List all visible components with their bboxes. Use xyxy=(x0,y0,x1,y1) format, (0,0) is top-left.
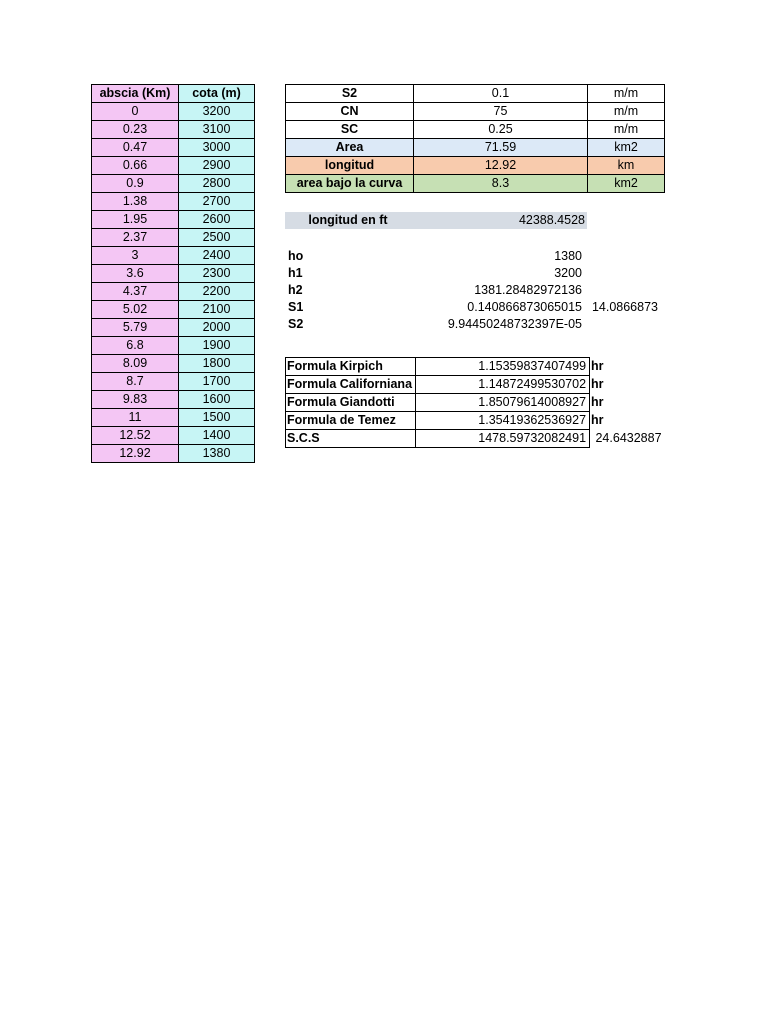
abscisa-header[interactable]: abscia (Km) xyxy=(92,85,179,103)
cota-cell[interactable]: 3200 xyxy=(179,103,255,121)
cota-cell[interactable]: 3100 xyxy=(179,121,255,139)
cota-cell[interactable]: 2400 xyxy=(179,247,255,265)
param-name[interactable]: area bajo la curva xyxy=(286,175,414,193)
height-row xyxy=(285,265,661,282)
param-unit[interactable]: m/m xyxy=(588,85,665,103)
formula-row xyxy=(286,394,665,412)
param-value[interactable]: 71.59 xyxy=(414,139,588,157)
formula-row xyxy=(286,412,665,430)
cota-cell[interactable]: 2200 xyxy=(179,283,255,301)
profile-table xyxy=(91,84,255,463)
cota-cell[interactable]: 1600 xyxy=(179,391,255,409)
cota-cell[interactable]: 1500 xyxy=(179,409,255,427)
formula-name[interactable]: Formula de Temez xyxy=(286,412,416,430)
table-row xyxy=(92,337,255,355)
height-value[interactable]: 9.94450248732397E-05 xyxy=(447,317,582,331)
table-row xyxy=(92,319,255,337)
abscisa-cell[interactable]: 8.09 xyxy=(92,355,179,373)
formula-name[interactable]: Formula Kirpich xyxy=(286,358,416,376)
param-row-area-curva xyxy=(286,175,665,193)
table-row xyxy=(92,121,255,139)
abscisa-cell[interactable]: 0.47 xyxy=(92,139,179,157)
cota-cell[interactable]: 2900 xyxy=(179,157,255,175)
table-row xyxy=(92,265,255,283)
cota-cell[interactable]: 2700 xyxy=(179,193,255,211)
param-row-sc xyxy=(286,121,665,139)
cota-cell[interactable]: 2000 xyxy=(179,319,255,337)
cota-cell[interactable]: 2800 xyxy=(179,175,255,193)
cota-cell[interactable]: 2500 xyxy=(179,229,255,247)
height-value[interactable]: 3200 xyxy=(554,266,582,280)
abscisa-cell[interactable]: 1.38 xyxy=(92,193,179,211)
height-row xyxy=(285,282,661,299)
param-unit[interactable]: m/m xyxy=(588,103,665,121)
height-extra[interactable] xyxy=(585,316,661,333)
param-value[interactable]: 8.3 xyxy=(414,175,588,193)
cota-cell[interactable]: 1400 xyxy=(179,427,255,445)
formula-row xyxy=(286,376,665,394)
longitud-ft-label[interactable]: longitud en ft xyxy=(308,213,388,227)
abscisa-cell[interactable]: 4.37 xyxy=(92,283,179,301)
abscisa-cell[interactable]: 2.37 xyxy=(92,229,179,247)
param-unit[interactable]: km xyxy=(588,157,665,175)
profile-header-row xyxy=(92,85,255,103)
formula-row xyxy=(286,358,665,376)
cota-cell[interactable]: 1900 xyxy=(179,337,255,355)
params-table xyxy=(285,84,665,193)
formula-value[interactable]: 1478.59732082491 xyxy=(416,430,590,448)
formula-value[interactable]: 1.15359837407499 xyxy=(416,358,590,376)
table-row xyxy=(92,373,255,391)
heights-block xyxy=(285,248,661,333)
formula-row xyxy=(286,430,665,448)
height-name[interactable]: S2 xyxy=(288,317,304,331)
cota-cell[interactable]: 2600 xyxy=(179,211,255,229)
cota-cell[interactable]: 1700 xyxy=(179,373,255,391)
table-row xyxy=(92,211,255,229)
formula-name[interactable]: Formula Giandotti xyxy=(286,394,416,412)
param-name[interactable]: S2 xyxy=(286,85,414,103)
table-row xyxy=(92,229,255,247)
height-extra[interactable]: 14.0866873 xyxy=(591,300,658,314)
param-row-longitud xyxy=(286,157,665,175)
formula-extra[interactable]: 24.6432887 xyxy=(595,431,662,445)
height-row xyxy=(285,316,661,333)
table-row xyxy=(92,103,255,121)
table-row xyxy=(92,427,255,445)
param-row-area xyxy=(286,139,665,157)
abscisa-cell[interactable]: 9.83 xyxy=(92,391,179,409)
table-row xyxy=(92,445,255,463)
abscisa-cell[interactable]: 12.52 xyxy=(92,427,179,445)
cota-cell[interactable]: 1380 xyxy=(179,445,255,463)
table-row xyxy=(92,301,255,319)
longitud-ft-row xyxy=(285,212,587,229)
table-row xyxy=(92,193,255,211)
table-row xyxy=(92,409,255,427)
param-row-cn xyxy=(286,103,665,121)
cota-cell[interactable]: 1800 xyxy=(179,355,255,373)
height-value[interactable]: 1380 xyxy=(554,249,582,263)
abscisa-cell[interactable]: 6.8 xyxy=(92,337,179,355)
cota-cell[interactable]: 2300 xyxy=(179,265,255,283)
formula-name[interactable]: S.C.S xyxy=(286,430,416,448)
table-row xyxy=(92,283,255,301)
abscisa-cell[interactable]: 0.23 xyxy=(92,121,179,139)
abscisa-cell[interactable]: 0.9 xyxy=(92,175,179,193)
height-value[interactable]: 0.140866873065015 xyxy=(467,300,582,314)
param-unit[interactable]: km2 xyxy=(588,175,665,193)
height-name[interactable]: S1 xyxy=(288,300,304,314)
height-value[interactable]: 1381.28482972136 xyxy=(474,283,582,297)
height-name[interactable]: h2 xyxy=(288,283,303,297)
param-value[interactable]: 75 xyxy=(414,103,588,121)
formula-value[interactable]: 1.85079614008927 xyxy=(416,394,590,412)
height-row xyxy=(285,248,661,265)
param-name[interactable]: CN xyxy=(286,103,414,121)
formula-unit[interactable]: hr xyxy=(591,359,604,373)
param-value[interactable]: 0.25 xyxy=(414,121,588,139)
param-name[interactable]: Area xyxy=(286,139,414,157)
height-extra[interactable] xyxy=(585,248,661,265)
cota-header[interactable]: cota (m) xyxy=(179,85,255,103)
height-name[interactable]: h1 xyxy=(288,266,303,280)
abscisa-cell[interactable]: 8.7 xyxy=(92,373,179,391)
height-name[interactable]: ho xyxy=(288,249,304,263)
height-row xyxy=(285,299,661,316)
table-row xyxy=(92,139,255,157)
table-row xyxy=(92,355,255,373)
table-row xyxy=(92,175,255,193)
abscisa-cell[interactable]: 3 xyxy=(92,247,179,265)
formula-value[interactable]: 1.14872499530702 xyxy=(416,376,590,394)
abscisa-cell[interactable]: 11 xyxy=(92,409,179,427)
formula-table xyxy=(285,357,665,448)
param-unit[interactable]: km2 xyxy=(588,139,665,157)
table-row xyxy=(92,247,255,265)
cota-cell[interactable]: 2100 xyxy=(179,301,255,319)
param-value[interactable]: 0.1 xyxy=(414,85,588,103)
longitud-ft-value[interactable]: 42388.4528 xyxy=(518,213,585,227)
formula-unit[interactable]: hr xyxy=(591,413,604,427)
param-name[interactable]: longitud xyxy=(286,157,414,175)
abscisa-cell[interactable]: 0.66 xyxy=(92,157,179,175)
param-name[interactable]: SC xyxy=(286,121,414,139)
abscisa-cell[interactable]: 12.92 xyxy=(92,445,179,463)
abscisa-cell[interactable]: 5.79 xyxy=(92,319,179,337)
formula-unit[interactable]: hr xyxy=(591,377,604,391)
param-row-s2 xyxy=(286,85,665,103)
abscisa-cell[interactable]: 0 xyxy=(92,103,179,121)
param-unit[interactable]: m/m xyxy=(588,121,665,139)
abscisa-cell[interactable]: 5.02 xyxy=(92,301,179,319)
abscisa-cell[interactable]: 3.6 xyxy=(92,265,179,283)
abscisa-cell[interactable]: 1.95 xyxy=(92,211,179,229)
table-row xyxy=(92,391,255,409)
height-extra[interactable] xyxy=(585,265,661,282)
param-value[interactable]: 12.92 xyxy=(414,157,588,175)
height-extra[interactable] xyxy=(585,282,661,299)
table-row xyxy=(92,157,255,175)
formula-unit[interactable]: hr xyxy=(591,395,604,409)
cota-cell[interactable]: 3000 xyxy=(179,139,255,157)
formula-value[interactable]: 1.35419362536927 xyxy=(416,412,590,430)
formula-name[interactable]: Formula Californiana xyxy=(286,376,416,394)
